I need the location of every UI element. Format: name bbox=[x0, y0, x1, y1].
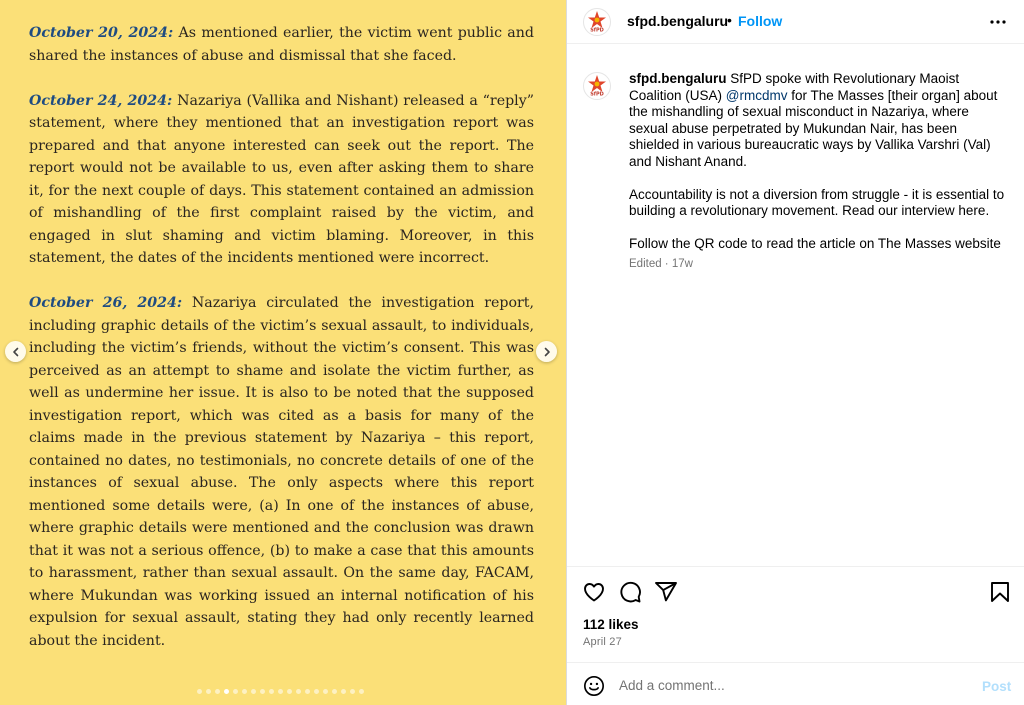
likes-count[interactable]: 112 likes bbox=[583, 617, 639, 632]
emoji-icon[interactable] bbox=[583, 675, 605, 697]
carousel-dot bbox=[287, 689, 292, 694]
carousel-dot bbox=[206, 689, 211, 694]
carousel-dot bbox=[323, 689, 328, 694]
carousel-dot bbox=[332, 689, 337, 694]
caption-rest: for The Masses [their organ] about the mishandling of sexual misconduct in Nazariya, where sexual abuse perpetrated by Mukundan Nair, has been shielded in various bureaucratic ways by Vallika Varshri (Val) and Nishant Anand. bbox=[629, 87, 998, 169]
header-separator: • bbox=[727, 12, 732, 28]
chevron-left-icon bbox=[11, 347, 21, 357]
paragraph-date: October 24, 2024: bbox=[29, 92, 173, 109]
caption-username[interactable]: sfpd.bengaluru bbox=[629, 71, 727, 86]
comment-input[interactable] bbox=[619, 673, 959, 697]
carousel-dot bbox=[314, 689, 319, 694]
comment-icon[interactable] bbox=[618, 580, 642, 604]
bookmark-icon[interactable] bbox=[988, 580, 1012, 604]
article-paragraph-2 bbox=[29, 90, 534, 270]
carousel-dot bbox=[341, 689, 346, 694]
carousel-dot bbox=[242, 689, 247, 694]
share-icon[interactable] bbox=[654, 580, 678, 604]
paragraph-date: October 26, 2024: bbox=[29, 295, 183, 311]
post-comment-button[interactable]: Post bbox=[982, 679, 1012, 694]
paragraph-body: Nazariya circulated the investigation report, including graphic details of the victim’s sexual assault, to individuals, including the victim’s friends, without the victim’s consent. This was perceived as an attempt to shame and isolate the victim further, as well as undermine her issue. It is also to be noted that the supposed investigation report, which was cited as a basis for many of the claims made in the previous statement by Nazariya – this report, contained no dates, no testimonials, no concrete details of one of the instances of sexual abuse. The only aspects where this report mentioned some details were, (a) In one of the instances of abuse, where graphic details were mentioned and the conclusion was drawn that it was not a serious offence, (b) to make a case that this amounts to harassment, rather than sexual assault. On the same day, FACAM, where Mukundan was working issued an internal notification of his expulsion for sexual assault, stating they had only recently learned about the incident. bbox=[29, 295, 534, 649]
post-author-username[interactable]: sfpd.bengaluru bbox=[627, 13, 729, 29]
caption-avatar[interactable] bbox=[583, 72, 611, 100]
carousel-dot bbox=[359, 689, 364, 694]
caption-paragraph-3: Follow the QR code to read the article on The Masses website bbox=[629, 236, 1001, 251]
carousel-dot bbox=[350, 689, 355, 694]
post-panel bbox=[567, 0, 1024, 705]
caption-paragraph-1 bbox=[629, 71, 1009, 170]
svg-text:SfPD: SfPD bbox=[590, 27, 604, 34]
mention-link[interactable]: @rmcdmv bbox=[725, 87, 788, 103]
sfpd-logo-icon bbox=[584, 73, 610, 99]
carousel-dot bbox=[260, 689, 265, 694]
carousel-dot bbox=[215, 689, 220, 694]
paragraph-date: October 20, 2024: bbox=[29, 25, 174, 41]
svg-text:SfPD: SfPD bbox=[590, 91, 604, 98]
carousel-dot bbox=[269, 689, 274, 694]
caption-intro: SfPD spoke with Revolutionary Maoist Coalition (USA) bbox=[629, 71, 960, 103]
carousel-dot bbox=[224, 689, 229, 694]
carousel-prev-button[interactable] bbox=[5, 341, 26, 362]
comment-bar bbox=[567, 662, 1024, 705]
more-options-icon[interactable] bbox=[988, 12, 1008, 32]
carousel-dot bbox=[197, 689, 202, 694]
heart-icon[interactable] bbox=[582, 580, 606, 604]
article-paragraph-1 bbox=[29, 22, 534, 67]
paragraph-body: As mentioned earlier, the victim went public and shared the instances of abuse and dismissal that she faced. bbox=[29, 25, 534, 64]
sfpd-logo-icon bbox=[584, 9, 610, 35]
carousel-dot bbox=[233, 689, 238, 694]
carousel-indicator bbox=[197, 689, 364, 694]
edited-timestamp: Edited · 17w bbox=[629, 258, 693, 270]
post-date[interactable]: April 27 bbox=[583, 636, 622, 648]
carousel-next-button[interactable] bbox=[536, 341, 557, 362]
post-caption bbox=[629, 71, 1009, 269]
carousel-dot bbox=[296, 689, 301, 694]
post-header bbox=[567, 0, 1024, 44]
carousel-dot bbox=[278, 689, 283, 694]
article-paragraph-3 bbox=[29, 292, 534, 652]
article-text bbox=[29, 22, 534, 675]
follow-button[interactable]: Follow bbox=[738, 13, 783, 29]
action-bar bbox=[567, 566, 1024, 612]
carousel-dot bbox=[251, 689, 256, 694]
caption-paragraph-2: Accountability is not a diversion from struggle - it is essential to building a revolutionary movement. Read our interview here. bbox=[629, 186, 1005, 218]
chevron-right-icon bbox=[542, 347, 552, 357]
paragraph-body: Nazariya (Vallika and Nishant) released a “reply” statement, where they mentioned that an investigation report was prepared and that anyone interested can seek out the report. The report would not be available to us, even after asking them to share it, for the next couple of days. This statement contained an admission of mishandling of the first complaint raised by the victim, and engaged in slut shaming and victim blaming. Moreover, in this statement, the dates of the incidents mentioned were incorrect. bbox=[29, 92, 534, 266]
avatar[interactable] bbox=[583, 8, 611, 36]
carousel-dot bbox=[305, 689, 310, 694]
